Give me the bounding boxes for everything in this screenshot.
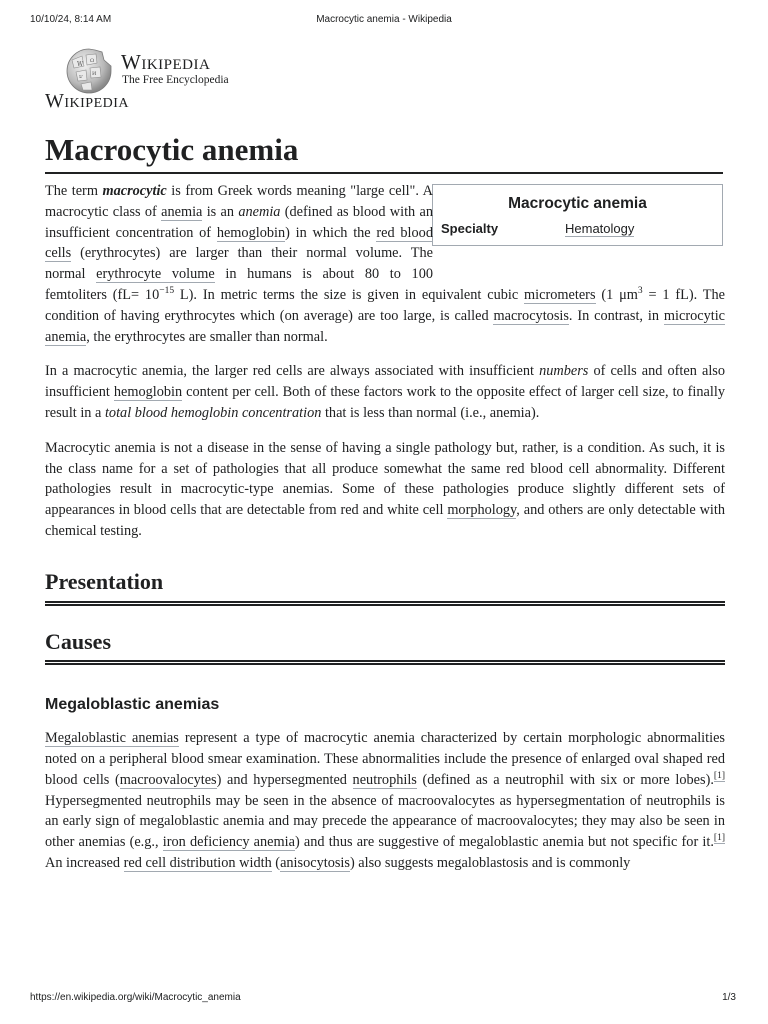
superscript: 3 <box>637 286 643 297</box>
infobox-specialty-link[interactable]: Hematology <box>565 221 635 236</box>
link-red-blood-cells[interactable]: red blood cells <box>45 224 433 262</box>
article-body <box>45 181 725 888</box>
text: L). In metric terms the size is given in equivalent cubic <box>174 286 525 303</box>
text: ) and thus are suggestive of megaloblastic anemia but not specific for it. <box>294 834 714 851</box>
print-url: https://en.wikipedia.org/wiki/Macrocytic_anemia <box>30 992 241 1003</box>
page-title: Macrocytic anemia <box>45 130 723 174</box>
link-anemia[interactable]: anemia <box>161 203 203 220</box>
text: content per cell. Both of these factors work to the opposite effect of larger cell size, to finally result in a <box>45 384 725 421</box>
print-tab-title: Macrocytic anemia - Wikipedia <box>316 14 452 25</box>
wikipedia-wordmark-secondary[interactable]: Wikipedia <box>45 90 130 112</box>
svg-text:ש: ש <box>79 74 83 80</box>
text: ) in which the <box>285 224 377 241</box>
text: = 1 fL). The condition of having erythrocytes which (on average) are too large, is called <box>45 286 726 324</box>
text: Macrocytic anemia is not a disease in the sense of having a single pathology but, rather, is a condition. As such, it is the class name for a set of pathologies that all produce somewhat the same red blood cell abnormality. Different pathologies result in macrocytic-type anemias. Some of these pathologies produce slightly different sets of appearances in blood cells that are detectable from red and white cell <box>45 439 725 519</box>
emphasis-numbers: numbers <box>539 363 589 380</box>
text: ) and hypersegmented <box>216 771 353 788</box>
link-red-cell-distribution-width[interactable]: red cell distribution width <box>123 854 272 871</box>
heading-causes: Causes <box>45 632 725 666</box>
text: , the erythrocytes are smaller than normal. <box>86 328 328 345</box>
text: , and others are only detectable with chemical testing. <box>45 502 725 539</box>
superscript: −15 <box>159 286 175 297</box>
text: is an <box>202 203 239 220</box>
text: In a macrocytic anemia, the larger red cells are always associated with insufficient <box>45 363 540 380</box>
link-hemoglobin[interactable]: hemoglobin <box>216 224 286 241</box>
infobox-spacer <box>433 181 725 265</box>
link-microcytic-anemia[interactable]: microcytic anemia <box>45 307 726 345</box>
megaloblastic-paragraph <box>45 728 725 874</box>
wikipedia-wordmark[interactable]: Wikipedia <box>121 50 211 74</box>
link-morphology[interactable]: morphology <box>447 502 517 519</box>
text: Hypersegmented neutrophils may be seen in the absence of macroovalocytes as hypersegmentation of neutrophils is an early sign of megaloblastic anemia and may precede the appearance of macroovalocytes; they may also be seen in other anemias (e.g., <box>45 792 725 851</box>
print-page-count: 1/3 <box>722 992 736 1003</box>
link-macrocytosis[interactable]: macrocytosis <box>493 307 569 324</box>
emphasis-anemia: anemia <box>238 203 281 220</box>
text: is from Greek words meaning "large cell". A macrocytic class of <box>45 183 433 220</box>
text: of cells and often also insufficient <box>45 363 726 401</box>
print-datetime: 10/10/24, 8:14 AM <box>30 14 112 25</box>
infobox-specialty-label: Specialty <box>441 221 499 236</box>
link-erythrocyte-volume[interactable]: erythrocyte volume <box>96 266 215 283</box>
intro-paragraph-2 <box>45 361 725 423</box>
text: (erythrocytes) are larger than their normal volume. The normal <box>45 245 433 283</box>
link-macroovalocytes[interactable]: macroovalocytes <box>119 771 217 788</box>
text: (defined as blood with an insufficient concentration of <box>45 203 433 241</box>
text: ( <box>271 854 281 871</box>
intro-paragraph-3 <box>45 438 725 542</box>
text: An increased <box>45 854 124 871</box>
text: The term <box>45 183 103 199</box>
wikipedia-tagline: The Free Encyclopedia <box>122 74 229 86</box>
text: represent a type of macrocytic anemia characterized by certain morphologic abnormalities noted on a peripheral blood smear examination. These abnormalities include the presence of enlarged oval shaped red blood cells ( <box>45 730 725 788</box>
infobox-title: Macrocytic anemia <box>508 195 647 212</box>
text: that is less than normal (i.e., anemia). <box>321 404 540 421</box>
link-micrometers[interactable]: micrometers <box>524 286 596 303</box>
svg-text:И: И <box>92 71 97 77</box>
wikipedia-globe-icon[interactable] <box>64 46 114 96</box>
link-megaloblastic-anemias[interactable]: Megaloblastic anemias <box>45 730 179 747</box>
term-macrocytic: macrocytic <box>102 183 167 199</box>
svg-text:W: W <box>77 61 84 68</box>
link-hemoglobin-2[interactable]: hemoglobin <box>113 384 183 401</box>
emphasis-total-hemoglobin: total blood hemoglobin concentration <box>104 404 322 421</box>
citation-1-second[interactable]: [1] <box>713 833 725 844</box>
link-iron-deficiency-anemia[interactable]: iron deficiency anemia <box>162 834 295 851</box>
text: (defined as a neutrophil with six or more lobes). <box>416 771 714 788</box>
print-header <box>0 14 768 30</box>
text: ) also suggests megaloblastosis and is commonly <box>349 854 631 871</box>
link-neutrophils[interactable]: neutrophils <box>352 771 417 788</box>
citation-1[interactable]: [1] <box>713 770 725 781</box>
link-anisocytosis[interactable]: anisocytosis <box>280 854 350 871</box>
heading-megaloblastic-anemias: Megaloblastic anemias <box>45 696 220 714</box>
svg-text:Ω: Ω <box>90 58 95 64</box>
text: (1 μm <box>595 286 638 303</box>
text: in humans is about 80 to 100 femtoliters (fL= 10 <box>45 266 433 303</box>
text: . In contrast, in <box>568 307 664 324</box>
heading-presentation: Presentation <box>45 572 725 606</box>
